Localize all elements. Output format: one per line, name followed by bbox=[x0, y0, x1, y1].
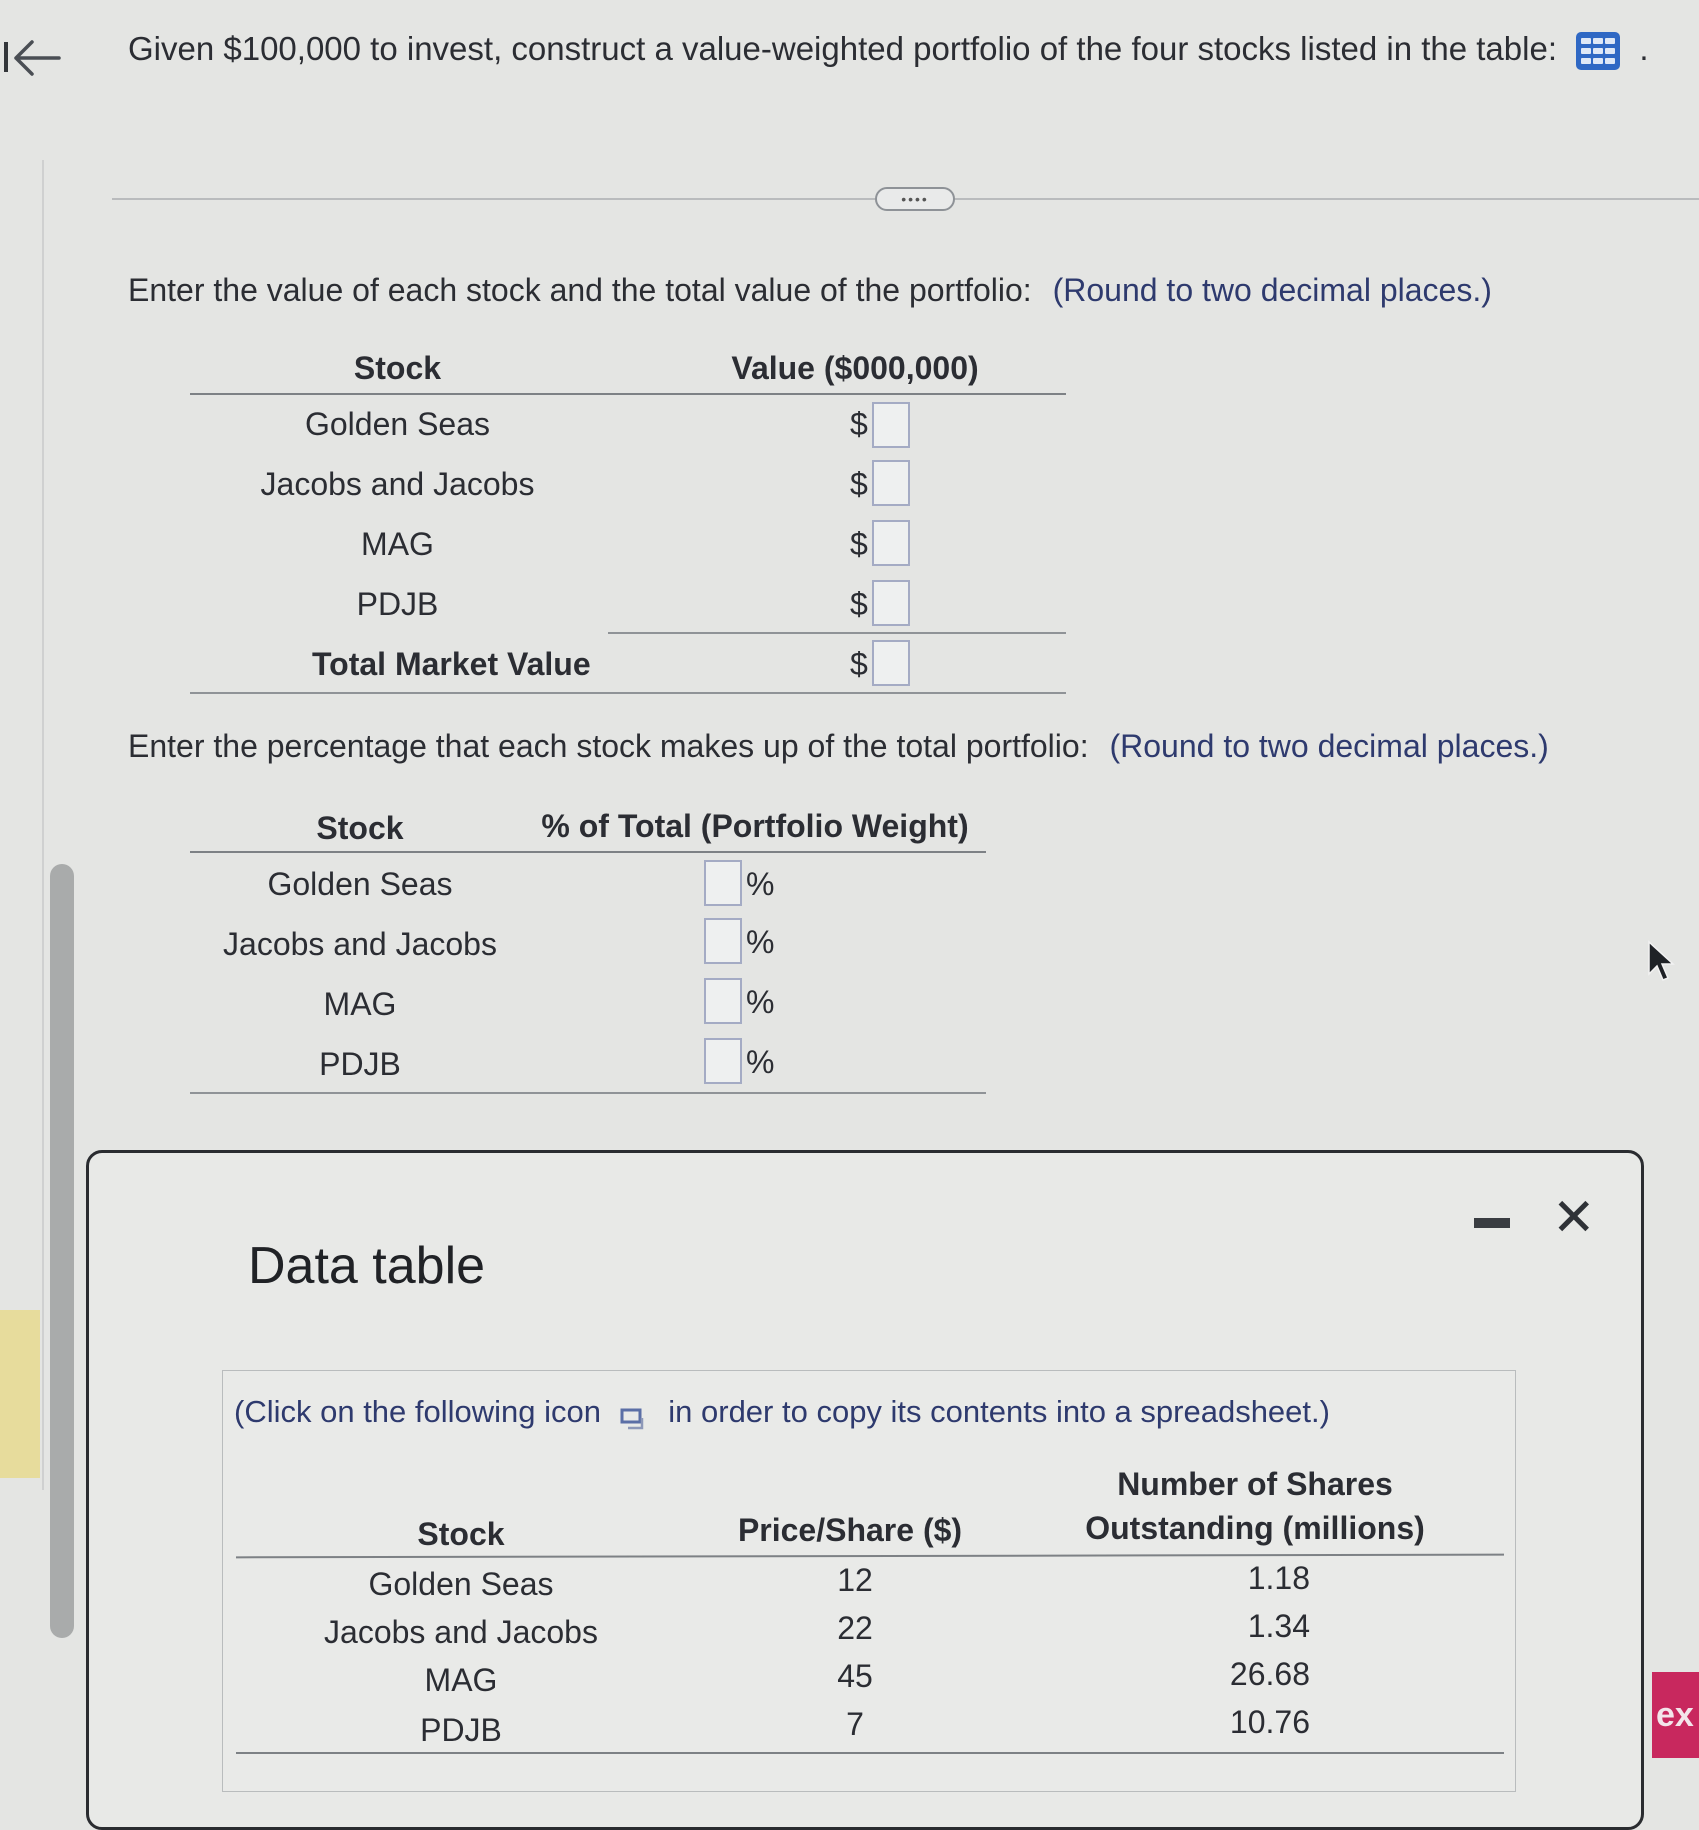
weight-header-rule bbox=[190, 851, 986, 853]
jacobs-weight-input[interactable] bbox=[704, 918, 742, 964]
percent-sign: % bbox=[746, 1044, 775, 1080]
copy-to-spreadsheet-icon[interactable] bbox=[620, 1404, 646, 1424]
percent-sign: % bbox=[746, 866, 775, 902]
percent-sign: % bbox=[746, 924, 775, 960]
weight-row-stock: MAG bbox=[323, 986, 397, 1022]
value-header-value: Value ($000,000) bbox=[731, 350, 979, 386]
back-arrow-icon[interactable] bbox=[4, 30, 64, 90]
dt-header-shares-line1: Number of Shares bbox=[1117, 1466, 1393, 1502]
copy-instruction: (Click on the following icon in order to copy its contents into a spreadsheet.) bbox=[234, 1394, 1330, 1429]
golden-seas-weight-input[interactable] bbox=[704, 860, 742, 906]
dollar-sign: $ bbox=[850, 466, 868, 502]
dialog-title: Data table bbox=[248, 1237, 486, 1295]
dollar-sign: $ bbox=[850, 646, 868, 682]
data-table-icon[interactable] bbox=[1576, 32, 1620, 70]
dollar-sign: $ bbox=[850, 526, 868, 562]
minimize-icon[interactable] bbox=[1474, 1218, 1510, 1228]
pdjb-value-input[interactable] bbox=[872, 580, 910, 626]
value-row-stock: Jacobs and Jacobs bbox=[260, 466, 535, 502]
dt-row-shares: 10.76 bbox=[1229, 1704, 1310, 1740]
dt-header-shares-line2: Outstanding (millions) bbox=[1085, 1510, 1425, 1546]
pdjb-weight-input[interactable] bbox=[704, 1038, 742, 1084]
weight-instruction: Enter the percentage that each stock makes up of the total portfolio: (Round to two decimal places.) bbox=[128, 728, 1549, 764]
ex-badge[interactable]: ex bbox=[1652, 1672, 1699, 1758]
dt-row-shares: 1.18 bbox=[1247, 1560, 1310, 1596]
mag-weight-input[interactable] bbox=[704, 978, 742, 1024]
total-rule bbox=[190, 692, 1066, 694]
dt-row-price: 12 bbox=[837, 1562, 873, 1598]
total-market-value-label: Total Market Value bbox=[312, 646, 591, 682]
total-value-input[interactable] bbox=[872, 640, 910, 686]
value-row-stock: MAG bbox=[361, 526, 434, 562]
value-row-stock: PDJB bbox=[356, 586, 439, 622]
dt-row-price: 45 bbox=[837, 1658, 873, 1694]
weight-bottom-rule bbox=[190, 1092, 986, 1094]
subtotal-rule bbox=[608, 632, 1066, 634]
mag-value-input[interactable] bbox=[872, 520, 910, 566]
left-divider bbox=[42, 160, 44, 1490]
percent-sign: % bbox=[746, 984, 775, 1020]
value-instruction: Enter the value of each stock and the total value of the portfolio: (Round to two decimal places.) bbox=[128, 272, 1492, 308]
dt-row-price: 7 bbox=[846, 1706, 864, 1742]
dt-row-price: 22 bbox=[837, 1610, 873, 1646]
weight-row-stock: Jacobs and Jacobs bbox=[223, 926, 497, 962]
dt-row-stock: Jacobs and Jacobs bbox=[324, 1614, 598, 1650]
close-icon[interactable]: ✕ bbox=[1552, 1189, 1596, 1247]
scrollbar[interactable] bbox=[50, 864, 74, 1638]
dt-row-stock: PDJB bbox=[420, 1712, 502, 1748]
dt-bottom-rule bbox=[236, 1752, 1504, 1754]
dt-row-stock: Golden Seas bbox=[368, 1566, 554, 1602]
question-text: Given $100,000 to invest, construct a value-weighted portfolio of the four stocks listed in the table: . bbox=[128, 30, 1649, 70]
value-header-rule bbox=[190, 393, 1066, 395]
dollar-sign: $ bbox=[850, 586, 868, 622]
golden-seas-value-input[interactable] bbox=[872, 402, 910, 448]
dollar-sign: $ bbox=[850, 406, 868, 442]
dt-header-price: Price/Share ($) bbox=[737, 1512, 963, 1548]
mouse-cursor-icon bbox=[1647, 940, 1677, 984]
value-row-stock: Golden Seas bbox=[304, 406, 490, 442]
side-tab[interactable] bbox=[0, 1310, 40, 1478]
weight-row-stock: Golden Seas bbox=[267, 866, 453, 902]
jacobs-value-input[interactable] bbox=[872, 460, 910, 506]
weight-header-stock: Stock bbox=[316, 810, 404, 846]
expand-button[interactable]: •••• bbox=[875, 187, 955, 211]
dt-row-shares: 26.68 bbox=[1229, 1656, 1310, 1692]
dt-row-stock: MAG bbox=[424, 1662, 498, 1698]
weight-header-weight: % of Total (Portfolio Weight) bbox=[541, 808, 969, 844]
dt-header-stock: Stock bbox=[417, 1516, 505, 1552]
dt-row-shares: 1.34 bbox=[1247, 1608, 1310, 1644]
weight-row-stock: PDJB bbox=[319, 1046, 401, 1082]
value-header-stock: Stock bbox=[353, 350, 442, 386]
